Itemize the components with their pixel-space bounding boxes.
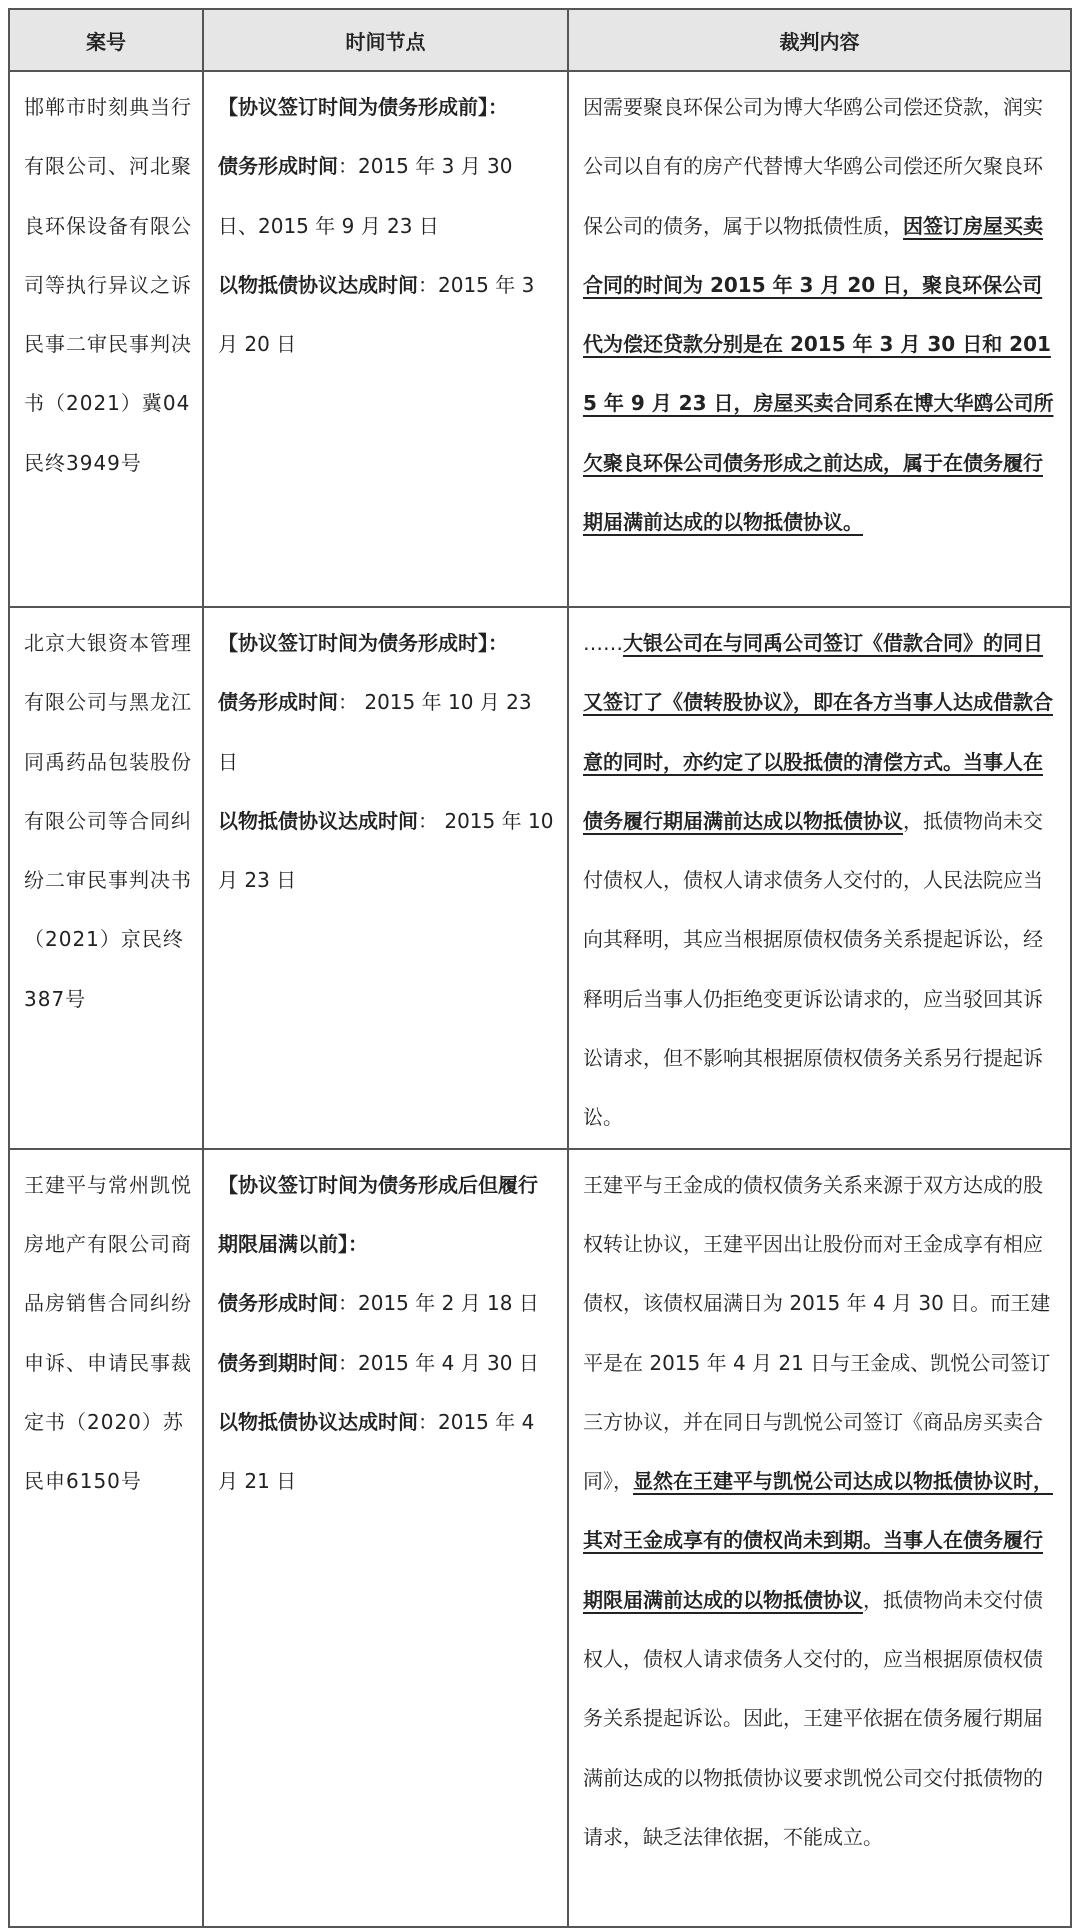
ruling-text-emphasis: 显然在王建平与凯悦公司达成以物抵债协议时，其对王金成享有的债权尚未到期。当事人在债务履行期限届满前达成的以物抵债协议: [583, 1469, 1053, 1612]
time-node-value: ： 2015 年 10 月 23 日: [218, 808, 554, 893]
case-number-cell: [9, 607, 203, 1149]
time-node-title: 【协议签订时间为债务形成前】：: [218, 95, 508, 119]
time-node-value: ： 2015 年 10 月 23 日: [218, 690, 532, 774]
time-node-cell: [203, 607, 568, 1149]
case-number: 北京大银资本管理有限公司与黑龙江同禹药品包装股份有限公司等合同纠纷二审民事判决书（2021）京民终387号: [24, 631, 192, 1011]
header-case-number: 案号: [9, 9, 203, 71]
time-node-label: 以物抵债协议达成时间: [218, 1409, 418, 1434]
ruling-text: ，抵债物尚未交付债权人，债权人请求债务人交付的，人民法院应当向其释明，其应当根据原债权债务关系提起诉讼，经释明后当事人仍拒绝变更诉讼请求的，应当驳回其诉讼请求，但不影响其根据原债权债务关系另行提起诉讼。: [583, 808, 1043, 1130]
ruling-content: [569, 1150, 1070, 1868]
time-node-cell: [203, 1149, 568, 1927]
time-node-title: 【协议签订时间为债务形成后但履行期限届满以前】：: [218, 1172, 538, 1256]
ruling-text-emphasis: 大银公司在与同禹公司签订《借款合同》的同日又签订了《债转股协议》，即在各方当事人达成借款合意的同时，亦约定了以股抵债的清偿方式。当事人在债务履行期届满前达成以物抵债协议: [583, 631, 1053, 833]
case-number: 邯郸市时刻典当行有限公司、河北聚良环保设备有限公司等执行异议之诉民事二审民事判决书（2021）冀04民终3949号: [24, 95, 192, 475]
judgment-table: [8, 8, 1072, 1928]
time-node: [204, 1150, 567, 1512]
time-node-cell: [203, 71, 568, 607]
ruling-text: 因需要聚良环保公司为博大华鸥公司偿还贷款，润实公司以自有的房产代替博大华鸥公司偿还所欠聚良环保公司的债务，属于以物抵债性质，: [583, 95, 1043, 238]
ruling-content-cell: [568, 607, 1071, 1149]
time-node-label: 债务形成时间: [218, 690, 338, 715]
time-node-label: 以物抵债协议达成时间: [218, 272, 418, 297]
table-row: [9, 607, 1071, 1149]
table-row: [9, 71, 1071, 607]
time-node-label: 债务到期时间: [218, 1350, 338, 1375]
time-node-value: ：2015 年 3 月 30 日、2015 年 9 月 23 日: [218, 154, 513, 238]
ruling-content: [569, 72, 1070, 552]
time-node-value: ：2015 年 3 月 20 日: [218, 272, 535, 357]
ruling-content: [569, 608, 1070, 1148]
ruling-text: ，抵债物尚未交付债权人，债权人请求债务人交付的，应当根据原债权债务关系提起诉讼。因此，王建平依据在债务履行期届满前达成的以物抵债协议要求凯悦公司交付抵债物的请求，缺乏法律依据，不能成立。: [583, 1587, 1043, 1849]
time-node-value: ：2015 年 4 月 30 日: [338, 1350, 539, 1375]
case-number-cell: [9, 1149, 203, 1927]
header-row: [9, 9, 1071, 71]
time-node-value: ：2015 年 2 月 18 日: [338, 1291, 539, 1316]
time-node-label: 债务形成时间: [218, 154, 338, 179]
time-node-value: ：2015 年 4 月 21 日: [218, 1409, 535, 1494]
header-time-node: 时间节点: [203, 9, 568, 71]
ruling-text: ……: [583, 631, 623, 655]
ruling-content-cell: [568, 71, 1071, 607]
time-node-title: 【协议签订时间为债务形成时】：: [218, 631, 508, 655]
header-ruling-content: 裁判内容: [568, 9, 1071, 71]
table-row: [9, 1149, 1071, 1927]
case-number-cell: [9, 71, 203, 607]
time-node-label: 以物抵债协议达成时间: [218, 808, 418, 833]
ruling-text: 王建平与王金成的债权债务关系来源于双方达成的股权转让协议，王建平因出让股份而对王金成享有相应债权，该债权届满日为 2015 年 4 月 30 日。而王建平是在 2015 年 4 月 21 日与王金成、凯悦公司签订三方协议，并在同日与凯悦公司签订《商品房买卖合同》，: [583, 1172, 1051, 1494]
case-number: 王建平与常州凯悦房地产有限公司商品房销售合同纠纷申诉、申请民事裁定书（2020）苏民申6150号: [24, 1172, 192, 1494]
time-node: [204, 72, 567, 374]
time-node-label: 债务形成时间: [218, 1291, 338, 1316]
ruling-text-emphasis: 因签订房屋买卖合同的时间为 2015 年 3 月 20 日，聚良环保公司代为偿还贷款分别是在 2015 年 3 月 30 日和 2015 年 9 月 23 日，房屋买卖合同系在博大华鸥公司所欠聚良环保公司债务形成之前达成，属于在债务履行期届满前达成的以物抵债协议。: [583, 213, 1054, 535]
ruling-content-cell: [568, 1149, 1071, 1927]
time-node: [204, 608, 567, 910]
